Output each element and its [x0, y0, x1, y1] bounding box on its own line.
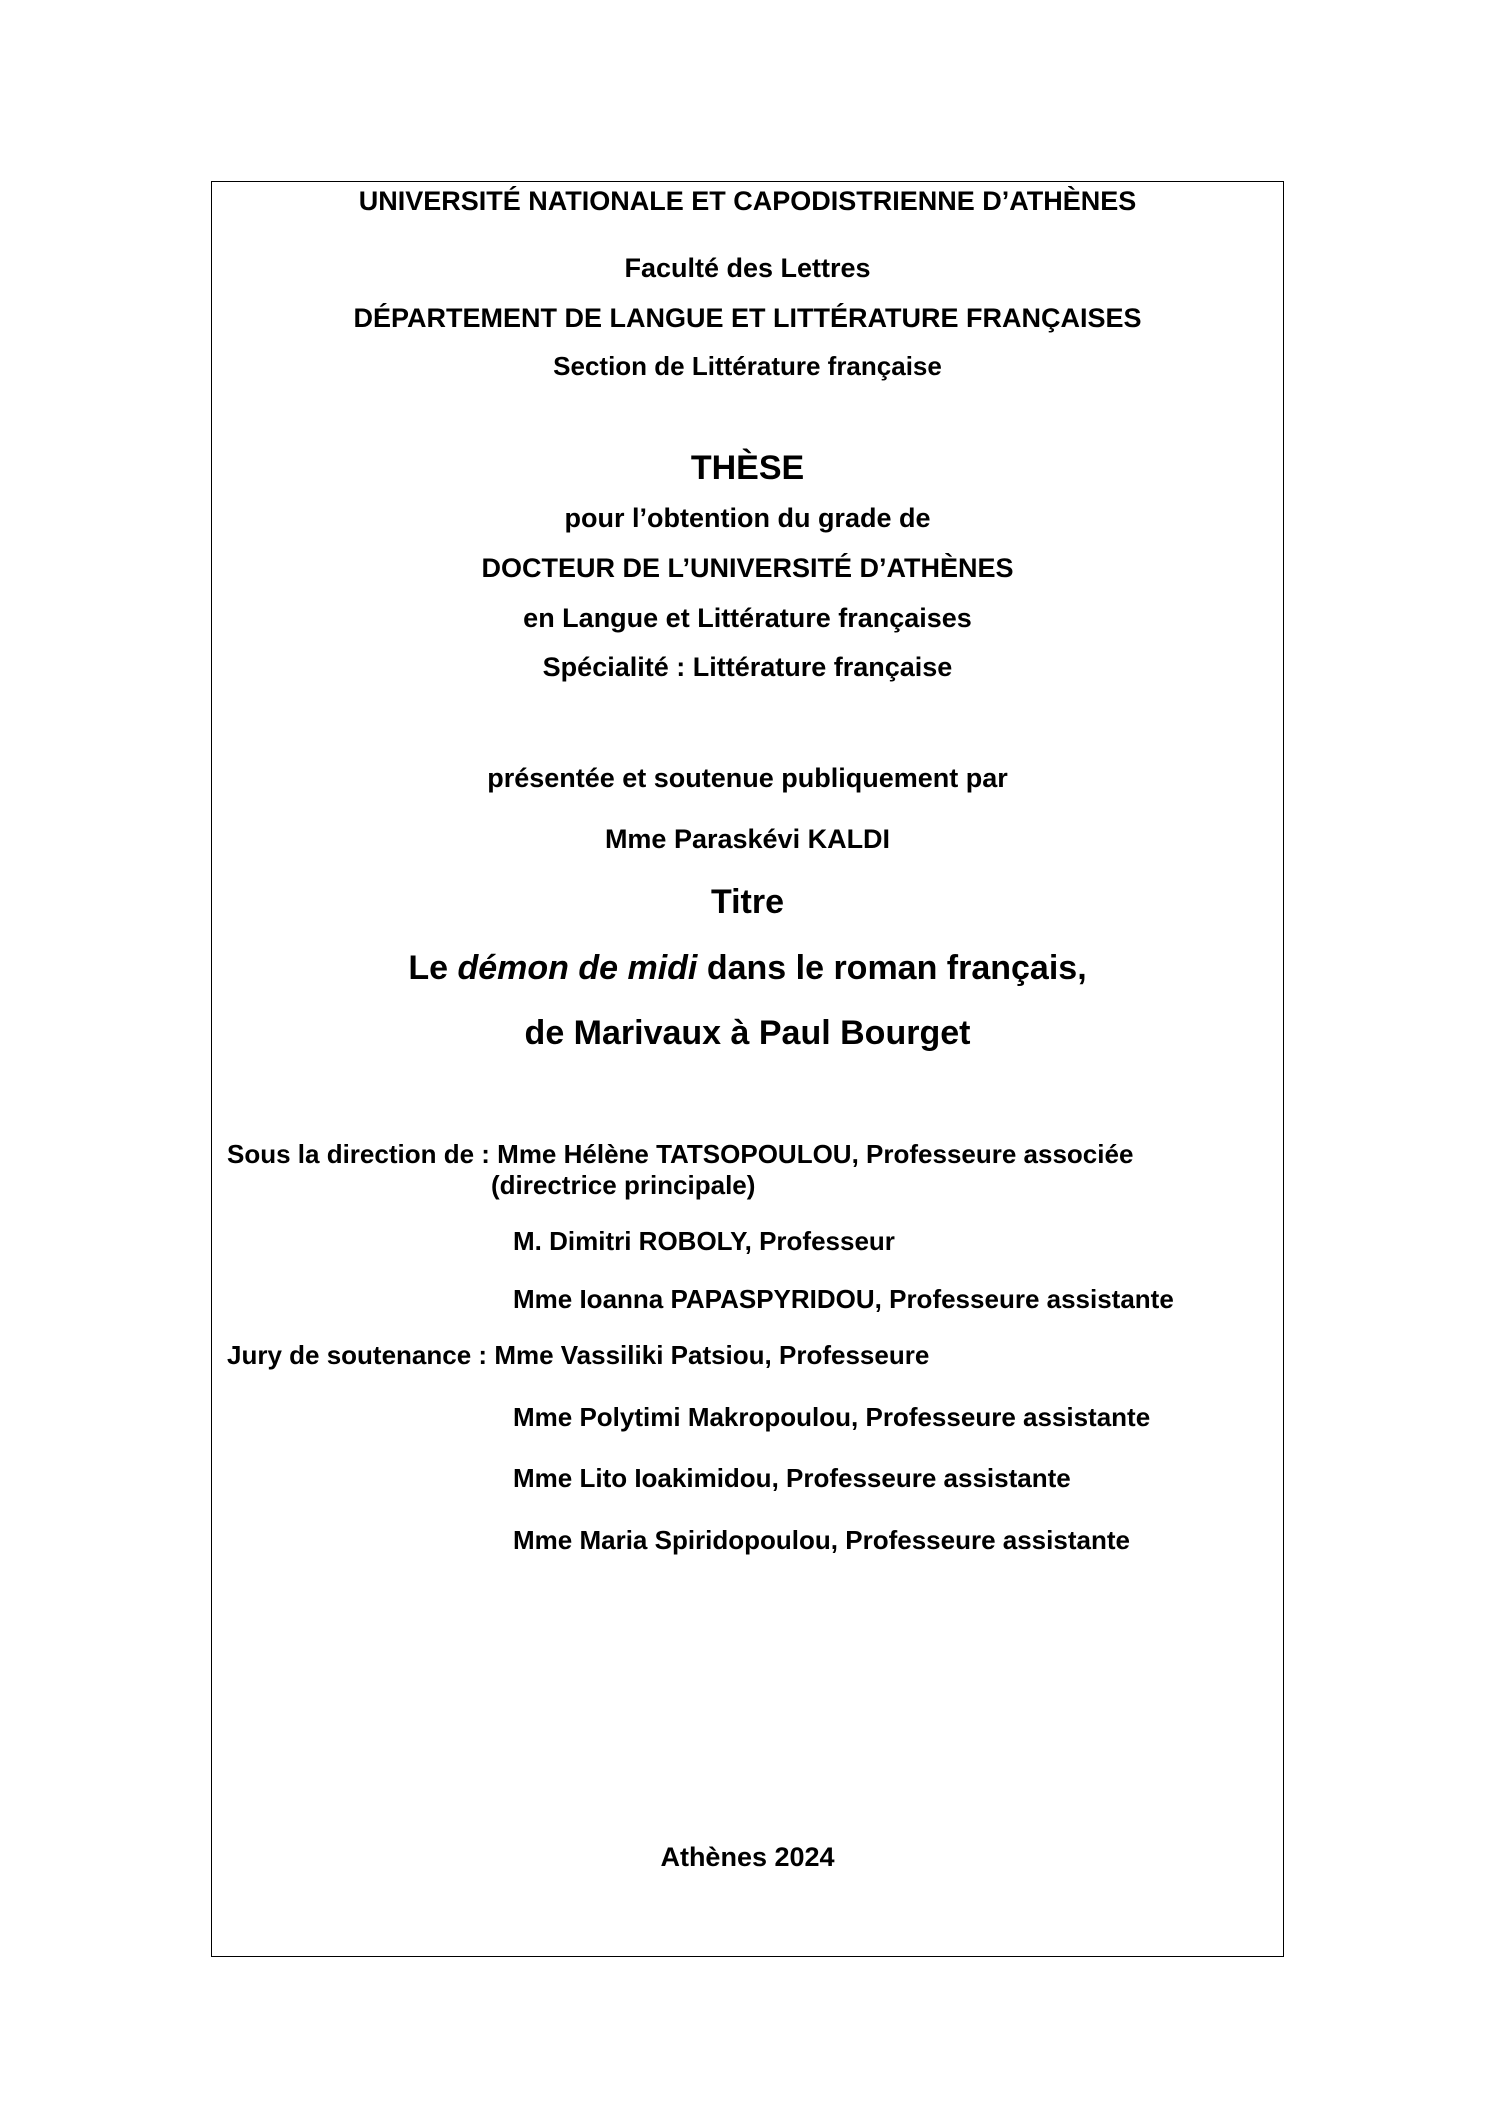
jury-member-3: Mme Lito Ioakimidou, Professeure assistante — [513, 1463, 1071, 1493]
jury-member-4: Mme Maria Spiridopoulou, Professeure assistante — [513, 1525, 1130, 1555]
title-label: Titre — [710, 883, 785, 921]
director-main: Mme Hélène TATSOPOULOU, Professeure associée — [497, 1139, 1134, 1169]
section: Section de Littérature française — [553, 351, 942, 381]
author-name: Mme Paraskévi KALDI — [604, 824, 891, 854]
page-border — [211, 181, 1284, 1957]
thesis-degree: DOCTEUR DE L’UNIVERSITÉ D’ATHÈNES — [481, 553, 1014, 583]
direction-label: Sous la direction de : — [227, 1139, 498, 1169]
direction-row — [227, 1141, 1133, 1167]
thesis-title-line1 — [211, 951, 1284, 985]
jury-member-2: Mme Polytimi Makropoulou, Professeure assistante — [513, 1402, 1151, 1432]
thesis-heading: THÈSE — [690, 449, 805, 487]
thesis-specialty: Spécialité : Littérature française — [542, 652, 953, 682]
place-date: Athènes 2024 — [660, 1842, 835, 1872]
jury-row — [227, 1342, 929, 1368]
codirector-2: Mme Ioanna PAPASPYRIDOU, Professeure assistante — [513, 1284, 1174, 1314]
department: DÉPARTEMENT DE LANGUE ET LITTÉRATURE FRANÇAISES — [353, 303, 1142, 333]
thesis-field: en Langue et Littérature françaises — [523, 603, 972, 633]
thesis-title-line2: de Marivaux à Paul Bourget — [524, 1014, 971, 1052]
thesis-title-italic: démon de midi — [457, 949, 698, 987]
faculty: Faculté des Lettres — [624, 253, 871, 283]
university-name: UNIVERSITÉ NATIONALE ET CAPODISTRIENNE D’ATHÈNES — [358, 186, 1137, 216]
thesis-purpose: pour l’obtention du grade de — [564, 503, 931, 533]
presented-by-label: présentée et soutenue publiquement par — [487, 763, 1008, 793]
jury-label: Jury de soutenance : — [227, 1340, 495, 1370]
director-main-role: (directrice principale) — [491, 1170, 756, 1200]
thesis-title-prefix: Le — [408, 949, 458, 987]
jury-member-1: Mme Vassiliki Patsiou, Professeure — [494, 1340, 930, 1370]
codirector-1: M. Dimitri ROBOLY, Professeur — [513, 1226, 895, 1256]
thesis-title-rest: dans le roman français, — [697, 949, 1087, 987]
